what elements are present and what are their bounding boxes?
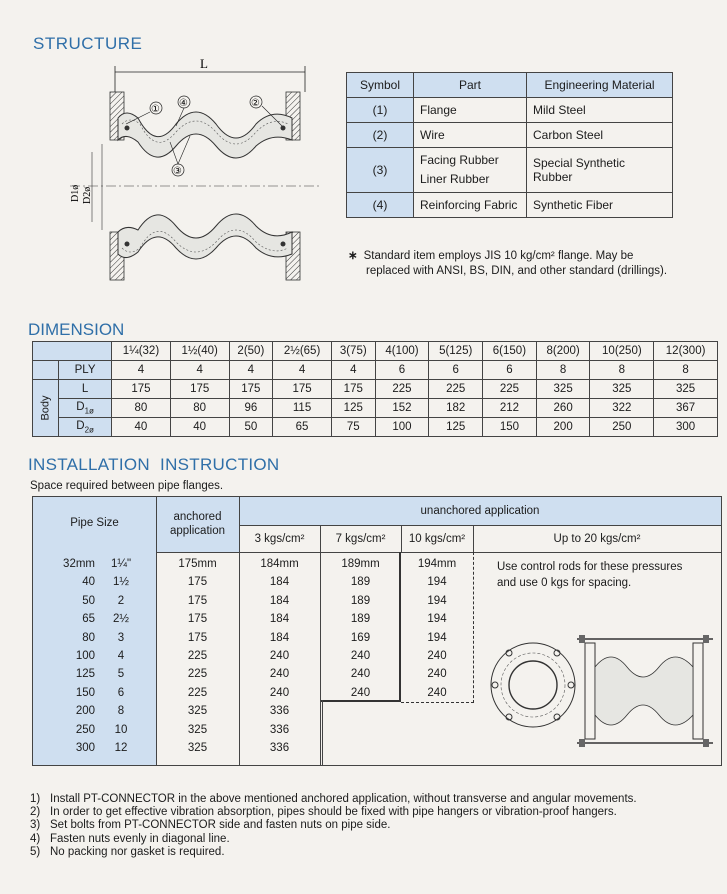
step-item	[30, 833, 637, 846]
pressure-3-value: 336	[269, 705, 290, 718]
anchored-column	[156, 555, 239, 757]
value-cell: 225	[375, 380, 429, 399]
value-cell: 96	[229, 399, 273, 418]
parts-table	[346, 72, 673, 218]
parts-header-symbol: Symbol	[347, 73, 414, 98]
value-cell: 6	[483, 361, 537, 380]
anchored-value: 175	[187, 631, 208, 644]
step-number: 2)	[30, 806, 41, 819]
pressure-10-value: 240	[427, 686, 447, 699]
pressure-20-header: Up to 20 kgs/cm²	[553, 533, 641, 545]
pipe-inch: 12	[114, 741, 128, 754]
diagram-label-d2: D2ø	[82, 186, 93, 204]
pressure-10-header: 10 kgs/cm²	[408, 533, 466, 545]
step-number: 1)	[30, 793, 41, 805]
value-cell: 175	[170, 380, 229, 399]
value-cell: 40	[170, 418, 229, 437]
pressure-7-value: 189	[350, 576, 371, 589]
parts-part: Facing Rubber	[420, 153, 499, 167]
pressure-3-value: 184	[269, 576, 290, 589]
dimension-table	[32, 341, 718, 437]
parts-material: Carbon Steel	[527, 123, 673, 148]
pressure-10-value: 194mm	[417, 558, 457, 570]
value-cell: 325	[654, 380, 718, 399]
step-item	[30, 793, 637, 806]
value-cell: 322	[590, 399, 654, 418]
row-label-sub: 2ø	[84, 425, 94, 435]
value-cell: 115	[273, 399, 332, 418]
parts-header-part: Part	[414, 73, 527, 98]
installation-heading: INSTALLATION INSTRUCTION	[28, 455, 280, 474]
pipe-mm: 80	[82, 631, 95, 644]
pressure-10-value: 240	[427, 649, 447, 662]
anchored-value: 225	[187, 668, 208, 681]
value-cell: 4	[170, 361, 229, 380]
dimension-blank-cell	[33, 361, 59, 380]
value-cell: 75	[331, 418, 375, 437]
size-cell: 1¼(32)	[112, 342, 171, 361]
step-item	[30, 819, 637, 832]
pipe-mm: 300	[75, 741, 95, 754]
pipe-inch: 1½	[113, 576, 129, 589]
pipe-mm: 250	[75, 723, 95, 736]
parts-part: Reinforcing Fabric	[414, 193, 527, 218]
value-cell: 182	[429, 399, 483, 418]
pressure-7-value: 189	[350, 594, 371, 607]
step-item	[30, 846, 637, 859]
anchored-header-2: application	[170, 525, 225, 537]
value-cell: 65	[273, 418, 332, 437]
parts-part-stack	[414, 148, 527, 193]
anchored-value: 225	[187, 686, 208, 699]
pipe-mm: 32mm	[63, 558, 95, 570]
pressure-7-column	[320, 555, 401, 702]
anchored-value: 175mm	[178, 558, 217, 570]
pipe-inch: 3	[117, 631, 125, 644]
value-cell: 260	[536, 399, 590, 418]
value-cell: 80	[112, 399, 171, 418]
pipe-mm: 65	[82, 613, 95, 626]
note-line-2: replaced with ANSI, BS, DIN, and other standard (drillings).	[366, 265, 668, 277]
dimension-corner	[33, 342, 112, 361]
pressure-7-value: 189mm	[341, 558, 380, 570]
anchored-value: 175	[187, 576, 208, 589]
value-cell: 4	[229, 361, 273, 380]
size-cell: 2½(65)	[273, 342, 332, 361]
pressure-10-value: 194	[427, 631, 447, 644]
pipe-mm: 125	[75, 668, 95, 681]
value-cell: 250	[590, 418, 654, 437]
value-cell: 100	[375, 418, 429, 437]
installation-steps	[30, 793, 637, 859]
pressure-3-value: 336	[269, 723, 290, 736]
pipe-mm: 150	[75, 686, 95, 699]
row-label-sub: 1ø	[84, 406, 94, 416]
value-cell: 225	[429, 380, 483, 399]
pressure-10-value: 194	[427, 594, 447, 607]
step-text: No packing nor gasket is required.	[50, 845, 225, 858]
value-cell: 8	[654, 361, 718, 380]
value-cell: 80	[170, 399, 229, 418]
value-cell: 175	[273, 380, 332, 399]
size-cell: 10(250)	[590, 342, 654, 361]
step-text: Fasten nuts evenly in diagonal line.	[50, 832, 230, 845]
pipe-inch: 5	[117, 668, 125, 681]
value-cell: 325	[536, 380, 590, 399]
anchored-value: 175	[187, 613, 208, 626]
anchored-value: 325	[187, 705, 208, 718]
pressure-3-value: 184	[269, 613, 290, 626]
value-cell: 8	[590, 361, 654, 380]
pipe-inch: 8	[117, 705, 125, 718]
body-label: Body	[39, 395, 52, 421]
row-label-text: D	[76, 419, 85, 432]
control-rods-note-1: Use control rods for these pressures	[497, 561, 683, 573]
value-cell: 8	[536, 361, 590, 380]
dimension-row-d1	[33, 399, 718, 418]
connector-structure-diagram	[60, 52, 330, 292]
step-item	[30, 806, 637, 819]
parts-header-material: Engineering Material	[527, 73, 673, 98]
pressure-3-value: 336	[269, 741, 290, 754]
dimension-row-ply	[33, 361, 718, 380]
pressure-7-value: 240	[350, 668, 371, 681]
parts-symbol: (4)	[347, 193, 414, 218]
row-label-text: D	[76, 400, 85, 413]
note-star: ∗	[348, 250, 358, 262]
pipe-inch: 6	[117, 686, 125, 699]
pressure-3-column	[239, 555, 320, 757]
pipe-size-header: Pipe Size	[70, 517, 119, 529]
pressure-7-value: 240	[350, 649, 371, 662]
control-rod-diagram	[481, 627, 717, 757]
pipe-inch: 2	[117, 594, 125, 607]
value-cell: 6	[429, 361, 483, 380]
value-cell: 367	[654, 399, 718, 418]
step-number: 5)	[30, 845, 41, 858]
anchored-value: 325	[187, 723, 208, 736]
step-number: 4)	[30, 832, 41, 845]
parts-material: Special Synthetic Rubber	[527, 148, 673, 193]
pressure-3-value: 184	[269, 594, 290, 607]
value-cell: 225	[483, 380, 537, 399]
size-cell: 4(100)	[375, 342, 429, 361]
parts-symbol: (1)	[347, 98, 414, 123]
step-text: Install PT-CONNECTOR in the above mentioned anchored application, without transverse and angular movements.	[50, 793, 637, 805]
anchored-value: 325	[187, 741, 208, 754]
value-cell: 325	[590, 380, 654, 399]
control-rods-note-2: and use 0 kgs for spacing.	[497, 577, 632, 589]
parts-symbol: (3)	[347, 148, 414, 193]
divider	[239, 525, 721, 526]
unanchored-header: unanchored application	[420, 505, 540, 517]
value-cell: 212	[483, 399, 537, 418]
dimension-row-l	[33, 380, 718, 399]
pressure-10-value: 194	[427, 613, 447, 626]
value-cell: 4	[331, 361, 375, 380]
size-cell: 5(125)	[429, 342, 483, 361]
value-cell: 150	[483, 418, 537, 437]
body-label-cell	[33, 380, 59, 437]
seven-kg-inner-line	[322, 700, 323, 765]
pressure-20-text	[497, 559, 717, 591]
step-text: In order to get effective vibration absorption, pipes should be fixed with pipe hangers or vibration-proof hangers.	[50, 806, 617, 819]
pipe-mm: 100	[75, 649, 95, 662]
pressure-3-value: 240	[269, 668, 290, 681]
parts-material: Synthetic Fiber	[527, 193, 673, 218]
value-cell: 50	[229, 418, 273, 437]
value-cell: 4	[273, 361, 332, 380]
pressure-10-value: 240	[427, 668, 447, 681]
row-label	[59, 399, 112, 418]
value-cell: 4	[112, 361, 171, 380]
pressure-7-value: 240	[350, 686, 371, 699]
pressure-3-value: 184	[269, 631, 290, 644]
callout-2: ②	[251, 98, 260, 109]
row-label: PLY	[59, 361, 112, 380]
pipe-mm: 40	[82, 576, 95, 589]
dimension-heading: DIMENSION	[28, 320, 125, 339]
installation-table	[32, 496, 722, 766]
callout-4: ④	[179, 98, 188, 109]
size-cell: 12(300)	[654, 342, 718, 361]
value-cell: 175	[112, 380, 171, 399]
size-cell: 1½(40)	[170, 342, 229, 361]
parts-part: Wire	[414, 123, 527, 148]
space-required-note: Space required between pipe flanges.	[30, 480, 224, 492]
pressure-10-value: 194	[427, 576, 447, 589]
pressure-7-header: 7 kgs/cm²	[335, 533, 386, 545]
pipe-mm: 50	[82, 594, 95, 607]
size-cell: 6(150)	[483, 342, 537, 361]
parts-material: Mild Steel	[527, 98, 673, 123]
value-cell: 40	[112, 418, 171, 437]
anchored-value: 175	[187, 594, 208, 607]
note-line-1: Standard item employs JIS 10 kg/cm² flange. May be	[363, 250, 634, 262]
callout-3: ③	[173, 166, 182, 177]
step-text: Set bolts from PT-CONNECTOR side and fasten nuts on pipe side.	[50, 819, 391, 832]
pressure-7-value: 169	[350, 631, 371, 644]
pipe-inch-column	[99, 555, 143, 757]
pipe-inch: 1¼"	[110, 558, 132, 570]
value-cell: 300	[654, 418, 718, 437]
pressure-10-column	[401, 555, 473, 702]
value-cell: 175	[331, 380, 375, 399]
structure-heading: STRUCTURE	[33, 34, 143, 53]
pipe-mm-column	[43, 555, 95, 757]
size-cell: 8(200)	[536, 342, 590, 361]
row-label	[59, 418, 112, 437]
diagram-label-d1: D1ø	[70, 184, 81, 202]
pipe-inch: 10	[114, 723, 128, 736]
row-label: L	[59, 380, 112, 399]
pressure-3-value: 240	[269, 649, 290, 662]
pressure-7-value: 189	[350, 613, 371, 626]
pressure-3-value: 240	[269, 686, 290, 699]
value-cell: 125	[331, 399, 375, 418]
pipe-inch: 2½	[113, 613, 129, 626]
dimension-size-row	[33, 342, 718, 361]
value-cell: 200	[536, 418, 590, 437]
parts-symbol: (2)	[347, 123, 414, 148]
flange-standard-note	[348, 249, 708, 279]
value-cell: 6	[375, 361, 429, 380]
value-cell: 125	[429, 418, 483, 437]
value-cell: 152	[375, 399, 429, 418]
parts-part: Flange	[414, 98, 527, 123]
parts-part-2: Liner Rubber	[420, 172, 490, 186]
step-number: 3)	[30, 819, 41, 832]
anchored-value: 225	[187, 649, 208, 662]
pressure-3-header: 3 kgs/cm²	[254, 533, 305, 545]
dimension-row-d2	[33, 418, 718, 437]
diagram-label-l: L	[200, 56, 208, 71]
pipe-inch: 4	[117, 649, 125, 662]
size-cell: 2(50)	[229, 342, 273, 361]
pipe-mm: 200	[75, 705, 95, 718]
size-cell: 3(75)	[331, 342, 375, 361]
callout-1: ①	[151, 104, 160, 115]
value-cell: 175	[229, 380, 273, 399]
pressure-3-value: 184mm	[260, 558, 299, 570]
anchored-header-1: anchored	[173, 511, 222, 523]
